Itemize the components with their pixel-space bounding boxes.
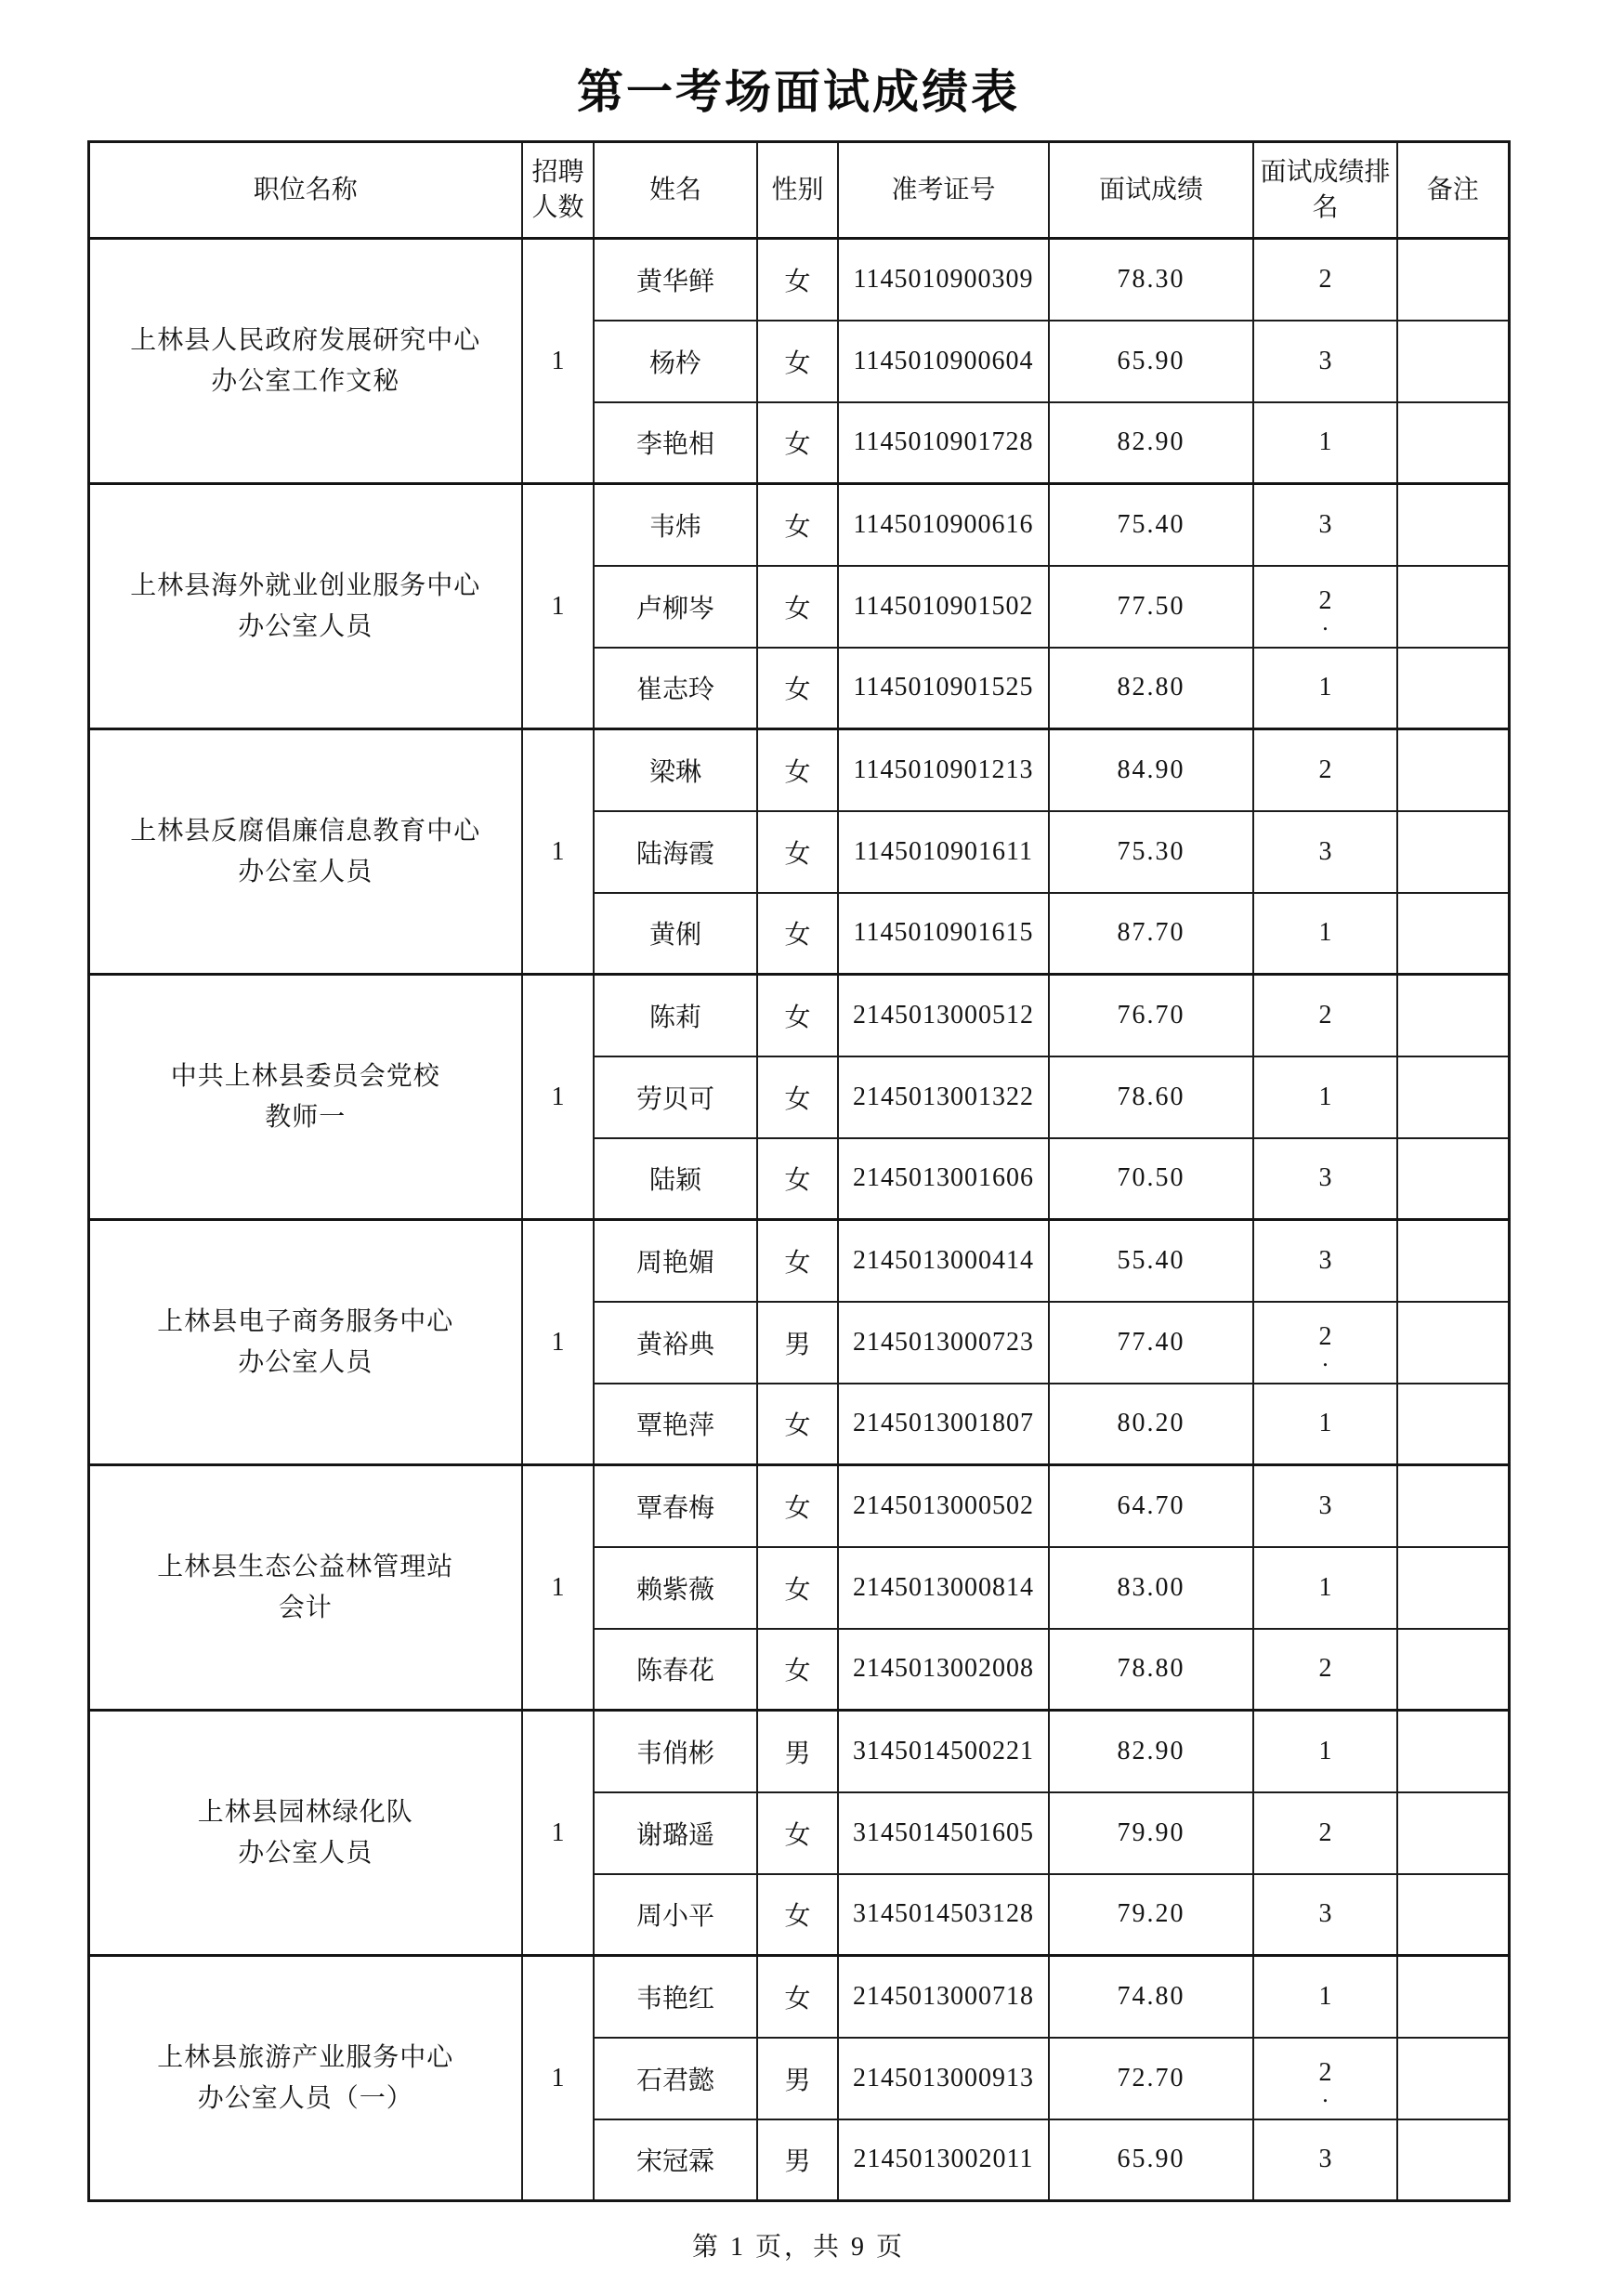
remarks-cell <box>1397 2119 1509 2201</box>
position-cell <box>88 484 522 729</box>
remarks-cell <box>1397 893 1509 975</box>
candidate-name-cell: 周小平 <box>594 1874 757 1956</box>
interview-score-cell: 78.80 <box>1049 1629 1253 1711</box>
interview-score-cell: 84.90 <box>1049 729 1253 811</box>
exam-id-cell: 2145013001322 <box>838 1056 1049 1138</box>
remarks-cell <box>1397 1384 1509 1465</box>
exam-id-cell: 2145013000414 <box>838 1220 1049 1302</box>
exam-id-cell: 3145014503128 <box>838 1874 1049 1956</box>
remarks-cell <box>1397 811 1509 893</box>
gender-cell: 男 <box>757 1302 838 1384</box>
score-rank-cell: 3 <box>1253 321 1397 402</box>
candidate-name-cell: 韦炜 <box>594 484 757 566</box>
interview-score-cell: 76.70 <box>1049 975 1253 1056</box>
score-rank-cell: 3 <box>1253 1220 1397 1302</box>
candidate-name-cell: 劳贝可 <box>594 1056 757 1138</box>
score-rank-cell: 3 <box>1253 1465 1397 1547</box>
score-rank-cell: 1 <box>1253 893 1397 975</box>
gender-cell: 女 <box>757 1384 838 1465</box>
candidate-name-cell: 黄华鲜 <box>594 239 757 321</box>
position-line: 办公室工作文秘 <box>211 366 400 396</box>
table-row <box>88 484 1509 566</box>
interview-score-cell: 75.40 <box>1049 484 1253 566</box>
candidate-name-cell: 赖紫薇 <box>594 1547 757 1629</box>
remarks-cell <box>1397 1956 1509 2038</box>
position-line: 上林县人民政府发展研究中心 <box>130 326 481 356</box>
exam-id-cell: 2145013000814 <box>838 1547 1049 1629</box>
column-header-name: 姓名 <box>594 142 757 239</box>
score-rank-cell: 2 <box>1253 1792 1397 1874</box>
position-line: 办公室人员 <box>238 857 373 886</box>
remarks-cell <box>1397 1711 1509 1792</box>
remarks-cell <box>1397 1547 1509 1629</box>
interview-score-cell: 78.60 <box>1049 1056 1253 1138</box>
scan-artifact-dot: . <box>1322 1344 1329 1371</box>
gender-cell: 男 <box>757 2119 838 2201</box>
remarks-cell <box>1397 1302 1509 1384</box>
candidate-name-cell: 覃艳萍 <box>594 1384 757 1465</box>
exam-id-cell: 3145014500221 <box>838 1711 1049 1792</box>
remarks-cell <box>1397 1874 1509 1956</box>
exam-id-cell: 2145013000913 <box>838 2038 1049 2119</box>
remarks-cell <box>1397 729 1509 811</box>
interview-score-cell: 82.90 <box>1049 1711 1253 1792</box>
position-cell <box>88 1465 522 1711</box>
score-rank-cell: 2 . <box>1253 566 1397 648</box>
score-rank-cell: 1 <box>1253 1384 1397 1465</box>
scan-artifact-dot: . <box>1322 608 1329 636</box>
recruit-count-cell: 1 <box>522 1465 594 1711</box>
score-rank-cell: 1 <box>1253 1711 1397 1792</box>
gender-cell: 女 <box>757 648 838 729</box>
gender-cell: 女 <box>757 729 838 811</box>
column-header-gender: 性别 <box>757 142 838 239</box>
column-header-remarks: 备注 <box>1397 142 1509 239</box>
exam-id-cell: 1145010900309 <box>838 239 1049 321</box>
position-line: 办公室人员 <box>238 611 373 641</box>
exam-id-cell: 3145014501605 <box>838 1792 1049 1874</box>
gender-cell: 女 <box>757 1138 838 1220</box>
remarks-cell <box>1397 648 1509 729</box>
score-rank-cell: 2 <box>1253 239 1397 321</box>
position-line: 上林县园林绿化队 <box>197 1798 413 1828</box>
gender-cell: 女 <box>757 1547 838 1629</box>
candidate-name-cell: 韦艳红 <box>594 1956 757 2038</box>
gender-cell: 女 <box>757 1056 838 1138</box>
recruit-count-cell: 1 <box>522 1220 594 1465</box>
candidate-name-cell: 李艳相 <box>594 402 757 484</box>
score-rank-cell: 1 <box>1253 402 1397 484</box>
candidate-name-cell: 黄裕典 <box>594 1302 757 1384</box>
interview-score-cell: 65.90 <box>1049 321 1253 402</box>
exam-id-cell: 1145010901502 <box>838 566 1049 648</box>
recruit-count-cell: 1 <box>522 1711 594 1956</box>
gender-cell: 女 <box>757 484 838 566</box>
exam-id-cell: 1145010901728 <box>838 402 1049 484</box>
gender-cell: 女 <box>757 893 838 975</box>
recruit-count-cell: 1 <box>522 1956 594 2201</box>
gender-cell: 女 <box>757 321 838 402</box>
score-rank-cell: 2 <box>1253 975 1397 1056</box>
position-line: 办公室人员 <box>238 1838 373 1868</box>
column-header-score-rank: 面试成绩排名 <box>1253 142 1397 239</box>
position-cell <box>88 1711 522 1956</box>
gender-cell: 女 <box>757 1956 838 2038</box>
interview-score-cell: 75.30 <box>1049 811 1253 893</box>
remarks-cell <box>1397 2038 1509 2119</box>
gender-cell: 女 <box>757 1465 838 1547</box>
candidate-name-cell: 杨枔 <box>594 321 757 402</box>
interview-score-cell: 79.20 <box>1049 1874 1253 1956</box>
table-row <box>88 1956 1509 2038</box>
gender-cell: 女 <box>757 566 838 648</box>
table-row <box>88 1220 1509 1302</box>
gender-cell: 男 <box>757 2038 838 2119</box>
exam-id-cell: 2145013002011 <box>838 2119 1049 2201</box>
position-cell <box>88 239 522 484</box>
position-line: 办公室人员 <box>238 1347 373 1377</box>
interview-score-cell: 82.90 <box>1049 402 1253 484</box>
score-rank-cell: 1 <box>1253 648 1397 729</box>
score-rank-cell: 2 . <box>1253 2038 1397 2119</box>
interview-score-cell: 64.70 <box>1049 1465 1253 1547</box>
remarks-cell <box>1397 975 1509 1056</box>
gender-cell: 女 <box>757 402 838 484</box>
candidate-name-cell: 陈莉 <box>594 975 757 1056</box>
interview-score-cell: 79.90 <box>1049 1792 1253 1874</box>
score-rank-cell: 2 <box>1253 1629 1397 1711</box>
remarks-cell <box>1397 1056 1509 1138</box>
score-rank-cell: 3 <box>1253 484 1397 566</box>
score-rank-cell: 2 <box>1253 729 1397 811</box>
remarks-cell <box>1397 1220 1509 1302</box>
interview-score-cell: 77.50 <box>1049 566 1253 648</box>
position-line: 上林县反腐倡廉信息教育中心 <box>130 817 481 846</box>
candidate-name-cell: 黄俐 <box>594 893 757 975</box>
exam-id-cell: 2145013000718 <box>838 1956 1049 2038</box>
remarks-cell <box>1397 1792 1509 1874</box>
gender-cell: 女 <box>757 1874 838 1956</box>
column-header-position: 职位名称 <box>88 142 522 239</box>
table-row <box>88 1465 1509 1547</box>
score-rank-cell: 3 <box>1253 1874 1397 1956</box>
gender-cell: 女 <box>757 239 838 321</box>
score-rank-cell: 1 <box>1253 1056 1397 1138</box>
remarks-cell <box>1397 321 1509 402</box>
gender-cell: 女 <box>757 1629 838 1711</box>
score-rank-cell: 2 . <box>1253 1302 1397 1384</box>
remarks-cell <box>1397 402 1509 484</box>
table-row <box>88 1711 1509 1792</box>
score-rank-cell: 3 <box>1253 1138 1397 1220</box>
position-line: 中共上林县委员会党校 <box>170 1062 440 1092</box>
exam-id-cell: 1145010900616 <box>838 484 1049 566</box>
remarks-cell <box>1397 484 1509 566</box>
candidate-name-cell: 崔志玲 <box>594 648 757 729</box>
table-header-row <box>88 142 1509 239</box>
candidate-name-cell: 陈春花 <box>594 1629 757 1711</box>
position-cell <box>88 975 522 1220</box>
remarks-cell <box>1397 1138 1509 1220</box>
page-footer: 第 1 页，共 9 页 <box>691 2233 905 2262</box>
interview-score-cell: 55.40 <box>1049 1220 1253 1302</box>
candidate-name-cell: 宋冠霖 <box>594 2119 757 2201</box>
column-header-recruit-count: 招聘人数 <box>522 142 594 239</box>
position-line: 上林县旅游产业服务中心 <box>157 2043 454 2073</box>
interview-score-cell: 65.90 <box>1049 2119 1253 2201</box>
column-header-exam-id: 准考证号 <box>838 142 1049 239</box>
gender-cell: 女 <box>757 1792 838 1874</box>
score-rank-cell: 1 <box>1253 1547 1397 1629</box>
scan-artifact-dot: . <box>1322 2080 1329 2107</box>
candidate-name-cell: 石君懿 <box>594 2038 757 2119</box>
candidate-name-cell: 陆颖 <box>594 1138 757 1220</box>
table-body <box>88 239 1509 2201</box>
position-line: 上林县电子商务服务中心 <box>157 1307 454 1337</box>
exam-id-cell: 1145010901611 <box>838 811 1049 893</box>
score-rank-cell: 3 <box>1253 2119 1397 2201</box>
position-cell <box>88 1956 522 2201</box>
exam-id-cell: 2145013000512 <box>838 975 1049 1056</box>
recruit-count-cell: 1 <box>522 239 594 484</box>
candidate-name-cell: 韦俏彬 <box>594 1711 757 1792</box>
candidate-name-cell: 梁琳 <box>594 729 757 811</box>
position-cell <box>88 729 522 975</box>
score-rank-cell: 3 <box>1253 811 1397 893</box>
candidate-name-cell: 周艳媚 <box>594 1220 757 1302</box>
candidate-name-cell: 卢柳岑 <box>594 566 757 648</box>
position-cell <box>88 1220 522 1465</box>
remarks-cell <box>1397 1465 1509 1547</box>
gender-cell: 女 <box>757 811 838 893</box>
gender-cell: 女 <box>757 975 838 1056</box>
table-row <box>88 239 1509 321</box>
gender-cell: 女 <box>757 1220 838 1302</box>
interview-score-cell: 80.20 <box>1049 1384 1253 1465</box>
position-line: 上林县生态公益林管理站 <box>157 1553 454 1582</box>
candidate-name-cell: 谢璐遥 <box>594 1792 757 1874</box>
position-line: 会计 <box>278 1593 333 1622</box>
column-header-interview-score: 面试成绩 <box>1049 142 1253 239</box>
page-title: 第一考场面试成绩表 <box>577 66 1020 118</box>
recruit-count-cell: 1 <box>522 484 594 729</box>
exam-id-cell: 2145013000723 <box>838 1302 1049 1384</box>
interview-score-cell: 82.80 <box>1049 648 1253 729</box>
exam-id-cell: 1145010901525 <box>838 648 1049 729</box>
interview-score-cell: 78.30 <box>1049 239 1253 321</box>
remarks-cell <box>1397 1629 1509 1711</box>
exam-id-cell: 2145013001606 <box>838 1138 1049 1220</box>
candidate-name-cell: 覃春梅 <box>594 1465 757 1547</box>
interview-score-cell: 70.50 <box>1049 1138 1253 1220</box>
exam-id-cell: 2145013000502 <box>838 1465 1049 1547</box>
exam-id-cell: 1145010900604 <box>838 321 1049 402</box>
exam-id-cell: 1145010901615 <box>838 893 1049 975</box>
exam-id-cell: 1145010901213 <box>838 729 1049 811</box>
exam-id-cell: 2145013001807 <box>838 1384 1049 1465</box>
remarks-cell <box>1397 566 1509 648</box>
position-line: 办公室人员（一） <box>197 2083 413 2113</box>
interview-score-cell: 87.70 <box>1049 893 1253 975</box>
gender-cell: 男 <box>757 1711 838 1792</box>
table-row <box>88 975 1509 1056</box>
interview-score-table <box>87 140 1511 2202</box>
table-row <box>88 729 1509 811</box>
recruit-count-cell: 1 <box>522 975 594 1220</box>
remarks-cell <box>1397 239 1509 321</box>
interview-score-cell: 83.00 <box>1049 1547 1253 1629</box>
interview-score-cell: 74.80 <box>1049 1956 1253 2038</box>
score-rank-cell: 1 <box>1253 1956 1397 2038</box>
exam-id-cell: 2145013002008 <box>838 1629 1049 1711</box>
candidate-name-cell: 陆海霞 <box>594 811 757 893</box>
position-line: 上林县海外就业创业服务中心 <box>130 571 481 601</box>
position-line: 教师一 <box>265 1102 347 1132</box>
interview-score-cell: 72.70 <box>1049 2038 1253 2119</box>
interview-score-cell: 77.40 <box>1049 1302 1253 1384</box>
recruit-count-cell: 1 <box>522 729 594 975</box>
